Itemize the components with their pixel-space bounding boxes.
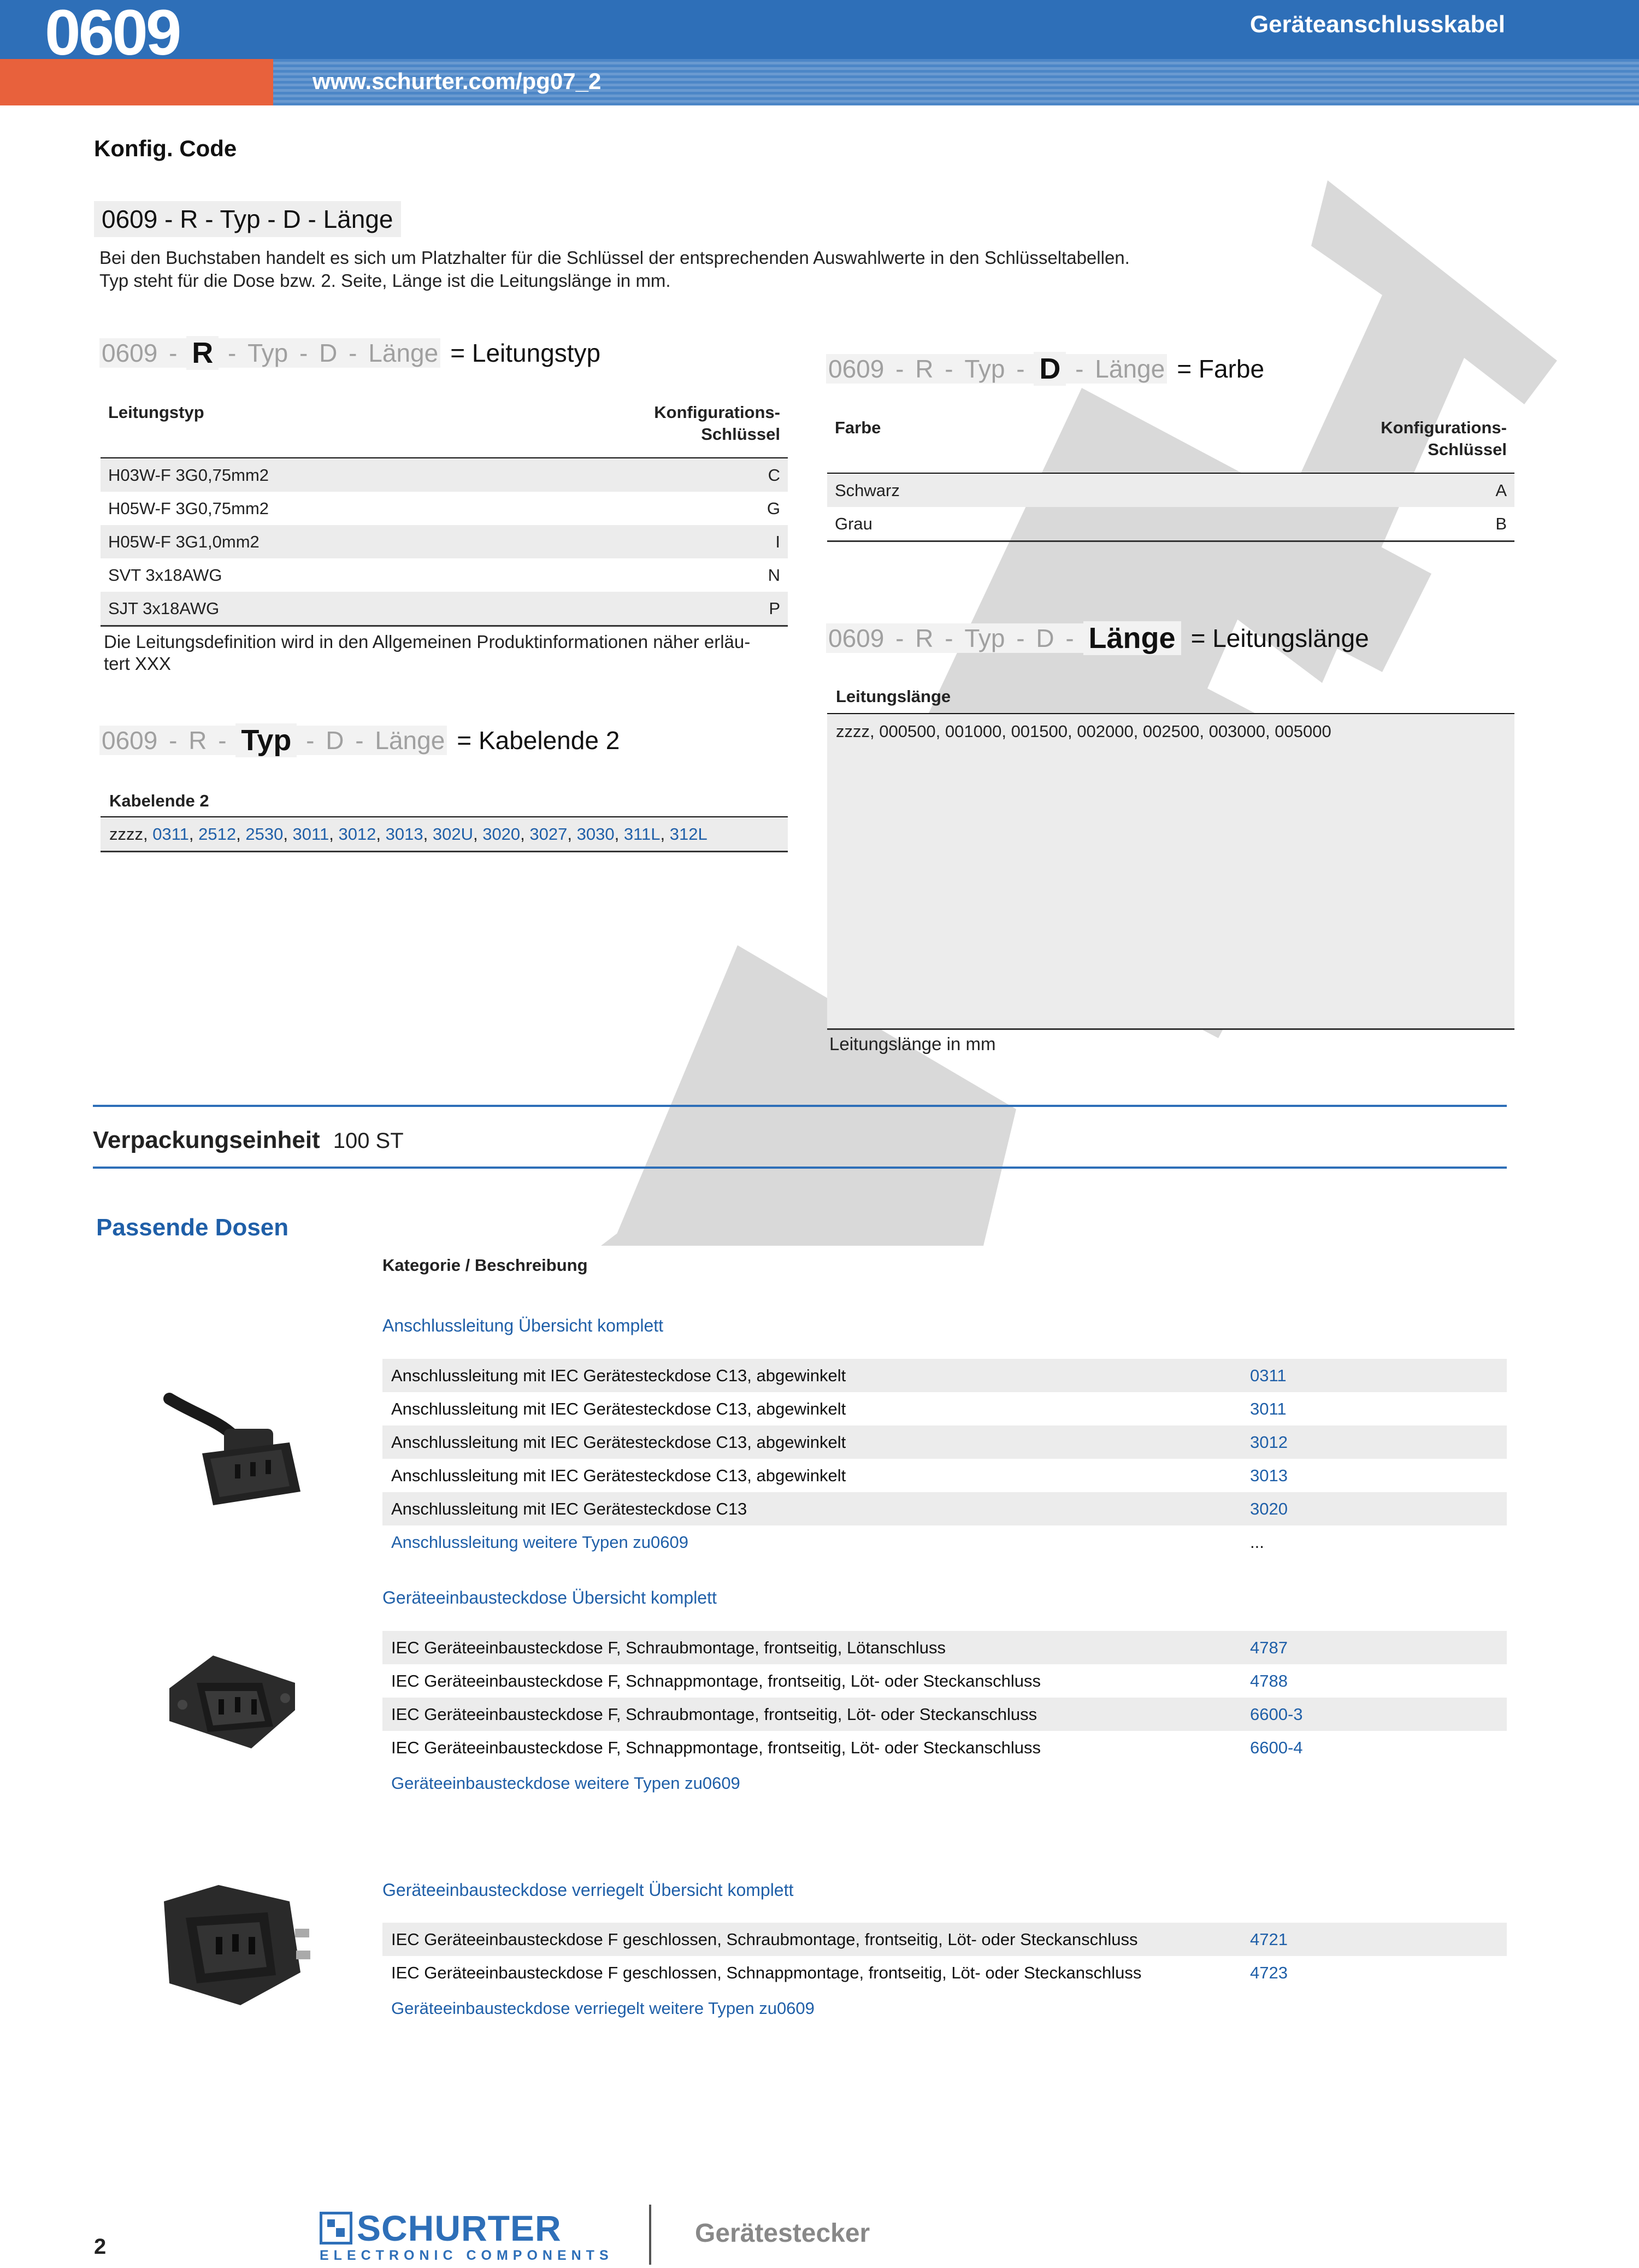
accessory-code-link[interactable]: 4723 (1250, 1963, 1288, 1982)
code-line-leitungstyp: 0609 - R - Typ - D - Länge = Leitungstyp (99, 336, 600, 370)
code-seg-d: D (323, 726, 346, 755)
group-heading-link[interactable]: Geräteeinbausteckdose Übersicht komplett (382, 1588, 717, 1607)
leitungstyp-key: I (482, 525, 788, 558)
accessory-row[interactable] (382, 1359, 1507, 1392)
accessory-row[interactable] (382, 1392, 1507, 1425)
farbe-table (827, 411, 1514, 542)
accessory-code-link[interactable]: 6600-4 (1250, 1737, 1303, 1757)
group-heading-link[interactable]: Anschlussleitung Übersicht komplett (382, 1316, 664, 1335)
accessory-row[interactable] (382, 1459, 1507, 1492)
accessory-row[interactable] (382, 1425, 1507, 1459)
footer-divider (649, 2205, 651, 2265)
leitungstyp-name: SJT 3x18AWG (101, 592, 482, 626)
farbe-key: A (1076, 473, 1514, 507)
table-row (101, 458, 788, 492)
kabelende-link[interactable]: 3011 (292, 824, 329, 844)
accessory-description: Anschlussleitung mit IEC Gerätesteckdose C13 (391, 1499, 747, 1518)
more-types-link[interactable]: Anschlussleitung weitere Typen zu0609 (391, 1532, 688, 1552)
kabelende-value-zzzz: zzzz (109, 824, 143, 844)
divider-top (93, 1105, 1507, 1107)
footer-section: Gerätestecker (695, 2219, 870, 2248)
code-seg-highlight: R (186, 336, 219, 370)
packaging-value: 100 ST (333, 1129, 404, 1153)
angled-cable-connector-image (158, 1377, 311, 1508)
table-row (101, 492, 788, 525)
col-header-leitungstyp: Leitungstyp (108, 403, 204, 422)
accessory-code-link[interactable]: 3013 (1250, 1465, 1288, 1485)
accessory-row[interactable] (382, 1698, 1507, 1731)
brand-name: SCHURTER (357, 2208, 562, 2248)
code-meaning: = Kabelende 2 (457, 726, 620, 755)
leitungstyp-name: H03W-F 3G0,75mm2 (101, 458, 482, 492)
config-description-line-2: Typ steht für die Dose bzw. 2. Seite, Länge ist die Leitungslänge in mm. (99, 270, 671, 291)
code-line-laenge: 0609 - R - Typ - D - Länge = Leitungslänge (826, 621, 1369, 655)
kabelende-link[interactable]: 3013 (385, 824, 423, 844)
accessory-description: IEC Geräteeinbausteckdose F, Schraubmontage, frontseitig, Löt- oder Steckanschluss (391, 1704, 1037, 1724)
packaging-label: Verpackungseinheit (93, 1127, 320, 1153)
accessory-row[interactable] (382, 1923, 1507, 1956)
laenge-values: zzzz, 000500, 001000, 001500, 002000, 002500, 003000, 005000 (836, 722, 1331, 741)
kabelende-link[interactable]: 312L (669, 824, 708, 844)
kabelende-link[interactable]: 0311 (152, 824, 189, 844)
packaging (93, 1127, 404, 1154)
code-seg-highlight: Länge (1083, 621, 1181, 655)
farbe-name: Grau (827, 507, 1076, 541)
brand-subtitle: ELECTRONIC COMPONENTS (320, 2248, 614, 2263)
more-types-row (382, 1989, 1507, 2028)
leitungstyp-key: P (482, 592, 788, 626)
code-seg-laenge: Länge (366, 338, 440, 368)
leitungstyp-name: H05W-F 3G0,75mm2 (108, 498, 269, 518)
config-description (99, 246, 1192, 292)
leitungstyp-key: N (768, 565, 780, 585)
accessory-row[interactable] (382, 1631, 1507, 1664)
divider-bottom (93, 1167, 1507, 1169)
accessory-list-3 (382, 1923, 1507, 2028)
code-seg-r: R (913, 354, 935, 384)
table-row (827, 507, 1514, 541)
farbe-name: Schwarz (827, 473, 1076, 507)
leitungstyp-key: G (767, 498, 780, 518)
accessory-description: Anschlussleitung mit IEC Gerätesteckdose C13, abgewinkelt (391, 1365, 846, 1385)
panel-socket-image (164, 1645, 306, 1754)
accessory-description: IEC Geräteeinbausteckdose F, Schraubmontage, frontseitig, Lötanschluss (391, 1637, 946, 1657)
section-title-config: Konfig. Code (94, 136, 237, 161)
accessory-description: Anschlussleitung mit IEC Gerätesteckdose C13, abgewinkelt (391, 1465, 846, 1485)
accessory-list-1 (382, 1359, 1507, 1559)
more-types-link[interactable]: Geräteeinbausteckdose verriegelt weitere Typen zu0609 (391, 1999, 815, 2018)
code-seg-typ: Typ (245, 338, 290, 368)
more-types-row (382, 1764, 1507, 1802)
code-seg-highlight: D (1034, 352, 1066, 386)
col-header-key: Konfigurations- Schlüssel (1381, 418, 1507, 459)
accessory-code-link[interactable]: 4721 (1250, 1929, 1288, 1949)
code-meaning: = Leitungslänge (1190, 624, 1369, 652)
kabelende-link[interactable]: 2512 (198, 824, 237, 844)
table-row (101, 558, 788, 592)
accessory-code-link[interactable]: 4788 (1250, 1671, 1288, 1690)
code-seg-highlight: Typ (235, 723, 297, 757)
accessory-code-link[interactable]: 6600-3 (1250, 1704, 1303, 1724)
leitungstyp-note: Die Leitungsdefinition wird in den Allgemeinen Produktinformationen näher erläu- tert XXX (104, 632, 751, 674)
code-seg-prefix: 0609 (826, 354, 886, 384)
page-number: 2 (94, 2235, 107, 2259)
leitungstyp-name: SVT 3x18AWG (108, 565, 222, 585)
table-row (827, 473, 1514, 507)
code-seg-r: R (913, 623, 935, 653)
code-seg-prefix: 0609 (826, 623, 886, 653)
config-description-line-1: Bei den Buchstaben handelt es sich um Platzhalter für die Schlüssel der entsprechenden Auswahlwerte in den Schlüsseltabellen. (99, 248, 1130, 268)
col-header-farbe: Farbe (835, 418, 881, 437)
kabelende-link[interactable]: 2530 (245, 824, 284, 844)
accessory-description: IEC Geräteeinbausteckdose F geschlossen, Schraubmontage, frontseitig, Löt- oder Steckanschluss (391, 1929, 1138, 1949)
code-seg-r: R (186, 726, 209, 755)
accessory-description: IEC Geräteeinbausteckdose F geschlossen, Schnappmontage, frontseitig, Löt- oder Steckanschluss (391, 1963, 1142, 1982)
accessory-description: IEC Geräteeinbausteckdose F, Schnappmontage, frontseitig, Löt- oder Steckanschluss (391, 1737, 1041, 1757)
code-seg-typ: Typ (962, 623, 1007, 653)
code-seg-prefix: 0609 (99, 726, 160, 755)
accessory-code-link[interactable]: 3012 (1250, 1432, 1288, 1452)
accessory-code-link[interactable]: 3011 (1250, 1399, 1287, 1418)
config-code: 0609 - R - Typ - D - Länge (94, 201, 401, 237)
product-number: 0609 (45, 0, 180, 69)
category-title: Geräteanschlusskabel (1249, 11, 1505, 38)
accessory-row[interactable] (382, 1956, 1507, 1989)
accessory-description: IEC Geräteeinbausteckdose F, Schnappmontage, frontseitig, Löt- oder Steckanschluss (391, 1671, 1041, 1690)
schurter-logo-icon (320, 2212, 352, 2245)
accessory-code-link[interactable]: 4787 (1250, 1637, 1288, 1657)
more-types-link[interactable]: Geräteeinbausteckdose weitere Typen zu0609 (391, 1774, 740, 1793)
more-types-row (382, 1525, 1507, 1559)
accessories-title: Passende Dosen (96, 1214, 289, 1241)
accessory-code-link[interactable]: 0311 (1250, 1365, 1287, 1385)
code-seg-d: D (317, 338, 339, 368)
accessory-description: Anschlussleitung mit IEC Gerätesteckdose C13, abgewinkelt (391, 1399, 846, 1418)
col-header-leitungslaenge: Leitungslänge (836, 687, 951, 706)
schurter-logo (320, 2207, 562, 2249)
code-line-farbe: 0609 - R - Typ - D - Länge = Farbe (826, 352, 1264, 386)
accessory-description: Anschlussleitung mit IEC Gerätesteckdose C13, abgewinkelt (391, 1432, 846, 1452)
col-header-kabelende: Kabelende 2 (109, 791, 209, 810)
code-line-kabelende: 0609 - R - Typ - D - Länge = Kabelende 2 (99, 723, 620, 757)
code-meaning: = Farbe (1177, 355, 1265, 383)
accessory-list-2 (382, 1631, 1507, 1802)
leitungstyp-name: H05W-F 3G1,0mm2 (101, 525, 482, 558)
kabelende-link[interactable]: 3027 (529, 824, 568, 844)
kabelende-link[interactable]: 3012 (338, 824, 376, 844)
locked-panel-socket-image (153, 1880, 317, 2011)
accessories-col-header: Kategorie / Beschreibung (382, 1256, 588, 1275)
product-url-link[interactable]: www.schurter.com/pg07_2 (313, 68, 602, 94)
leitungstyp-key: C (482, 458, 788, 492)
code-seg-laenge: Länge (1093, 354, 1167, 384)
code-seg-laenge: Länge (373, 726, 447, 755)
accessory-code-link[interactable]: 3020 (1250, 1499, 1288, 1518)
laenge-values-box (827, 713, 1514, 1030)
kabelende-values: zzzz, 0311, 2512, 2530, 3011, 3012, 3013, 302U, 3020, 3027, 3030, 311L, 312L (101, 816, 788, 852)
table-row (101, 592, 788, 626)
code-meaning: = Leitungstyp (450, 339, 601, 367)
code-seg-typ: Typ (962, 354, 1007, 384)
group-heading-link[interactable]: Geräteeinbausteckdose verriegelt Übersicht komplett (382, 1880, 794, 1900)
table-row (101, 525, 788, 558)
code-seg-prefix: 0609 (99, 338, 160, 368)
kabelende-link[interactable]: 302U (432, 824, 473, 844)
accessory-row[interactable] (382, 1731, 1507, 1764)
farbe-key: B (1076, 507, 1514, 541)
laenge-footnote: Leitungslänge in mm (829, 1034, 996, 1054)
more-types-code: ... (1250, 1532, 1264, 1552)
kabelende-link[interactable]: 3030 (576, 824, 615, 844)
code-seg-d: D (1034, 623, 1056, 653)
col-header-key: Konfigurations- Schlüssel (654, 403, 780, 444)
leitungstyp-table (101, 396, 788, 627)
accessory-row[interactable] (382, 1492, 1507, 1525)
accessory-row[interactable] (382, 1664, 1507, 1698)
kabelende-link[interactable]: 311L (623, 824, 661, 844)
kabelende-link[interactable]: 3020 (482, 824, 521, 844)
